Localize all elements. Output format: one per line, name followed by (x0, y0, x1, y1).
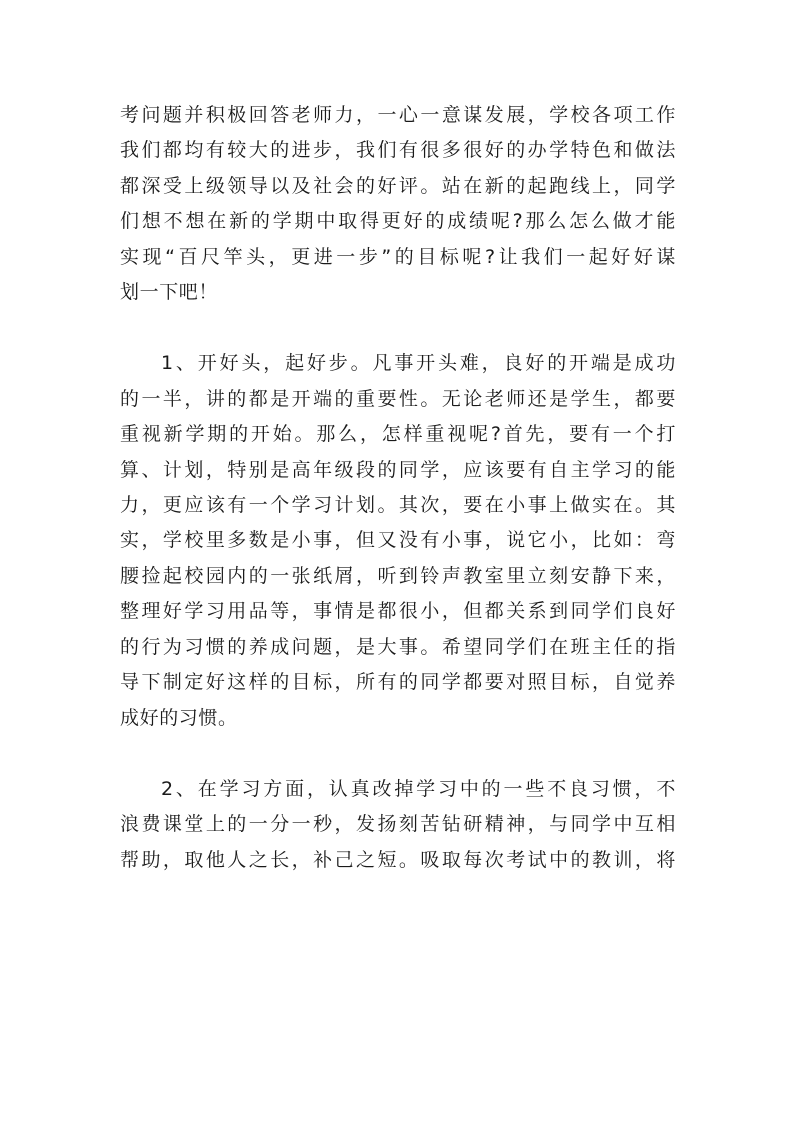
text-line: 考问题并积极回答老师力，一心一意谋发展，学校各项工作 (120, 104, 676, 126)
paragraph-intro (120, 98, 676, 310)
text-line: 的一半，讲的都是开端的重要性。无论老师还是学生，都要 (120, 387, 676, 410)
text-line: 重视新学期的开始。那么，怎样重视呢?首先，要有一个打 (120, 423, 676, 446)
text-line: 1、开好头，起好步。凡事开头难，良好的开端是成功 (161, 352, 676, 375)
text-line: 算、计划，特别是高年级段的同学，应该要有自主学习的能 (120, 458, 676, 481)
text-line: 浪费课堂上的一分一秒，发扬刻苦钻研精神，与同学中互相 (120, 813, 676, 836)
text-line: 成好的习惯。 (120, 706, 238, 729)
text-line: 划一下吧！ (120, 281, 219, 304)
text-line: 们想不想在新的学期中取得更好的成绩呢?那么怎么做才能 (120, 210, 676, 233)
text-line: 都深受上级领导以及社会的好评。站在新的起跑线上，同学 (120, 174, 676, 197)
text-line: 我们都均有较大的进步，我们有很多很好的办学特色和做法 (120, 139, 676, 162)
text-line: 导下制定好这样的目标，所有的同学都要对照目标，自觉养 (120, 671, 676, 694)
text-line: 力，更应该有一个学习计划。其次，要在小事上做实在。其 (120, 494, 676, 517)
text-line: 腰捡起校园内的一张纸屑，听到铃声教室里立刻安静下来， (120, 564, 676, 587)
paragraph-point-1 (120, 346, 676, 735)
text-line: 实，学校里多数是小事，但又没有小事，说它小，比如：弯 (120, 529, 676, 552)
paragraph-spacer (120, 736, 676, 772)
text-line: 的行为习惯的养成问题，是大事。希望同学们在班主任的指 (120, 635, 676, 658)
document-body (120, 98, 676, 878)
text-line: 整理好学习用品等，事情是都很小，但都关系到同学们良好 (120, 600, 676, 623)
text-line: 2、在学习方面，认真改掉学习中的一些不良习惯，不 (161, 777, 676, 800)
paragraph-spacer (120, 310, 676, 346)
text-line: 帮助，取他人之长，补己之短。吸取每次考试中的教训，将 (120, 848, 676, 871)
text-line: 实现“百尺竿头，更进一步”的目标呢?让我们一起好好谋 (120, 245, 676, 268)
paragraph-point-2 (120, 772, 676, 878)
